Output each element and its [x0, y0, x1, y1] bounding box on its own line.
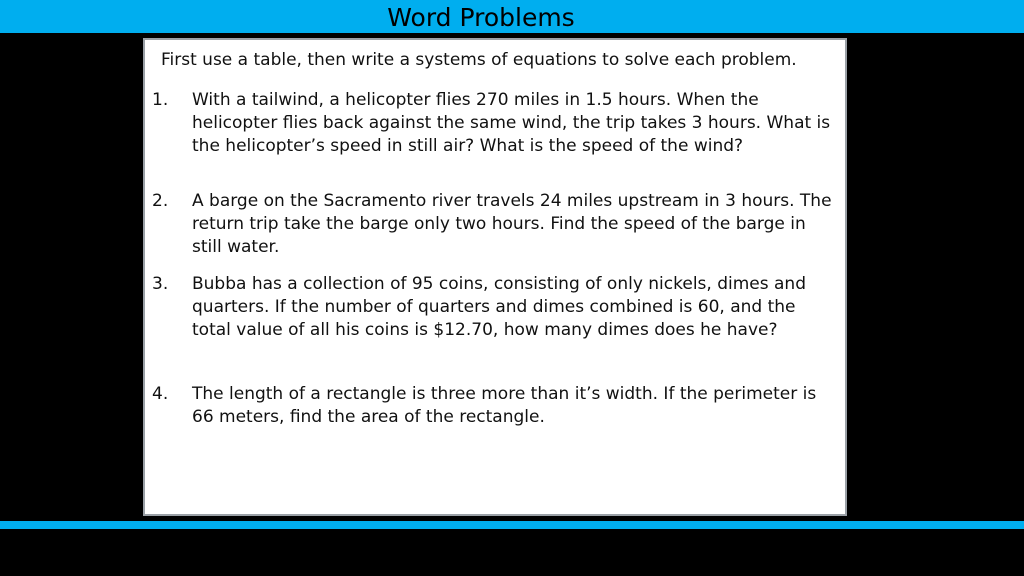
problem-text: The length of a rectangle is three more than it’s width. If the perimeter is 66 meters, find the area of the rectangle. [192, 384, 817, 427]
problem-number: 3. [152, 274, 169, 294]
problem-number: 1. [152, 90, 169, 110]
problem-text: With a tailwind, a helicopter flies 270 miles in 1.5 hours. When the helicopter flies back against the same wind, the trip takes 3 hours. What is the helicopter’s speed in still air? What is the speed of the wind? [192, 90, 831, 156]
instructions-text: First use a table, then write a systems of equations to solve each problem. [161, 50, 797, 70]
problems-box [143, 38, 847, 516]
problem-text: Bubba has a collection of 95 coins, consisting of only nickels, dimes and quarters. If the number of quarters and dimes combined is 60, and the total value of all his coins is $12.70, how many dimes does he have? [192, 274, 806, 340]
slide-title: Word Problems [387, 3, 575, 32]
problem-number: 2. [152, 191, 169, 211]
bottom-accent-bar [0, 521, 1024, 529]
problem-text: A barge on the Sacramento river travels 24 miles upstream in 3 hours. The return trip take the barge only two hours. Find the speed of the barge in still water. [192, 191, 832, 257]
problem-number: 4. [152, 384, 169, 404]
title-bar [0, 0, 1024, 33]
